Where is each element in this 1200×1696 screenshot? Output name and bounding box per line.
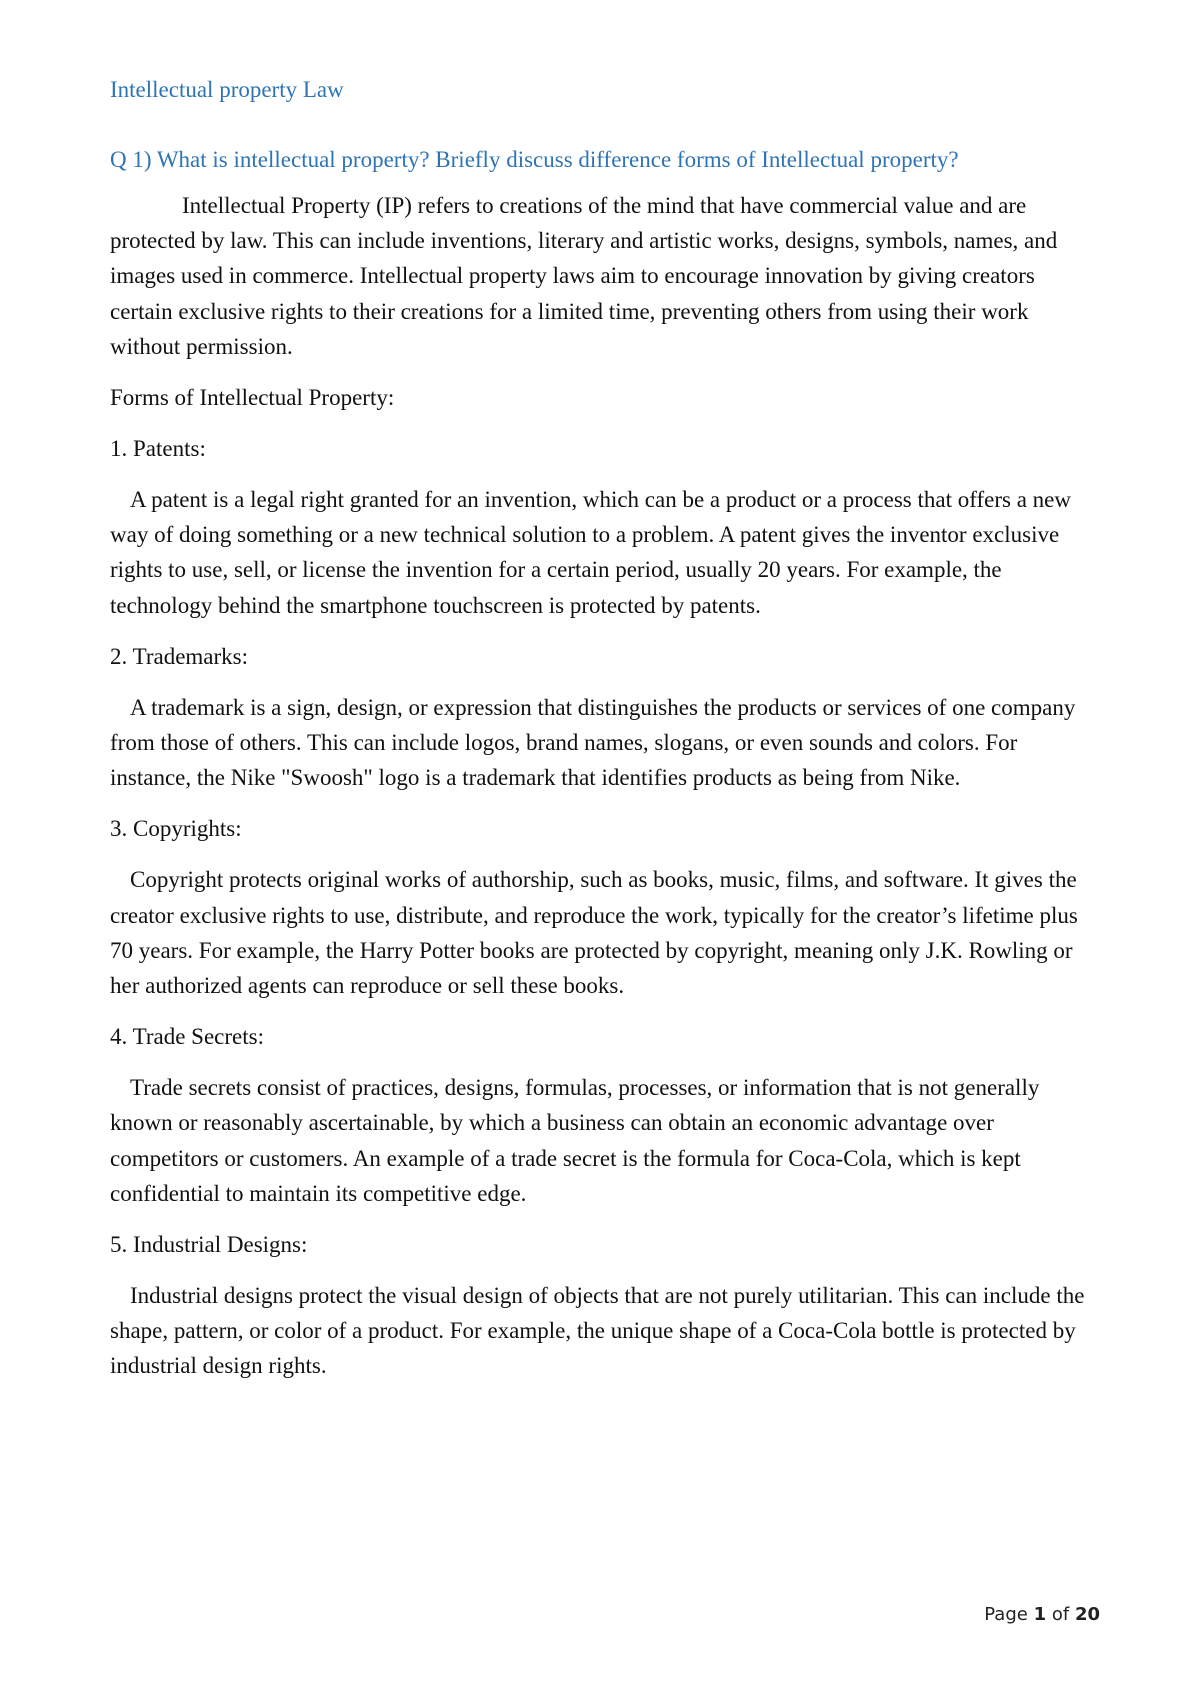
intro-paragraph: Intellectual Property (IP) refers to creations of the mind that have commercial value and are protected by law. This can include inventions, literary and artistic works, designs, symbols, names, and images used in commerce. Intellectual property laws aim to encourage innovation by giving creators certain exclusive rights to their creations for a limited time, preventing others from using their work without permission. — [110, 193, 1058, 359]
forms-heading: Forms of Intellectual Property: — [110, 385, 395, 411]
question-heading: Q 1) What is intellectual property? Briefly discuss difference forms of Intellectual property? — [110, 147, 959, 172]
of-label: of — [1051, 1604, 1070, 1625]
total-pages: 20 — [1074, 1604, 1100, 1625]
section-body-patents: A patent is a legal right granted for an invention, which can be a product or a process that offers a new way of doing something or a new technical solution to a problem. A patent gives the inventor exclusive rights to use, sell, or license the invention for a certain period, usually 20 years. For example, the technology behind the smartphone touchscreen is protected by patents. — [110, 487, 1071, 618]
section-body-trade-secrets: Trade secrets consist of practices, designs, formulas, processes, or information that is not generally known or reasonably ascertainable, by which a business can obtain an economic advantage over competitors or customers. An example of a trade secret is the formula for Coca-Cola, which is kept confidential to maintain its competitive edge. — [110, 1075, 1040, 1206]
section-body-industrial-designs: Industrial designs protect the visual design of objects that are not purely utilitarian. This can include the shape, pattern, or color of a product. For example, the unique shape of a Coca-Cola bottle is protected by industrial design rights. — [110, 1283, 1085, 1379]
document-title: Intellectual property Law — [110, 77, 344, 102]
section-heading-patents: 1. Patents: — [110, 436, 206, 462]
section-heading-copyrights: 3. Copyrights: — [110, 816, 242, 842]
page-number: 1 — [1033, 1604, 1047, 1625]
section-heading-industrial-designs: 5. Industrial Designs: — [110, 1232, 308, 1258]
section-heading-trademarks: 2. Trademarks: — [110, 643, 248, 669]
section-heading-trade-secrets: 4. Trade Secrets: — [110, 1024, 264, 1050]
page-label: Page — [984, 1604, 1028, 1625]
section-body-copyrights: Copyright protects original works of authorship, such as books, music, films, and software. It gives the creator exclusive rights to use, distribute, and reproduce the work, typically for the creator’s lifetime plus 70 years. For example, the Harry Potter books are protected by copyright, meaning only J.K. Rowling or her authorized agents can reproduce or sell these books. — [110, 867, 1078, 999]
section-body-trademarks: A trademark is a sign, design, or expression that distinguishes the products or services of one company from those of others. This can include logos, brand names, slogans, or even sounds and colors. For instance, the Nike "Swoosh" logo is a trademark that identifies products as being from Nike. — [110, 694, 1076, 791]
page-footer — [984, 1604, 1100, 1625]
page-content — [110, 70, 1100, 1400]
